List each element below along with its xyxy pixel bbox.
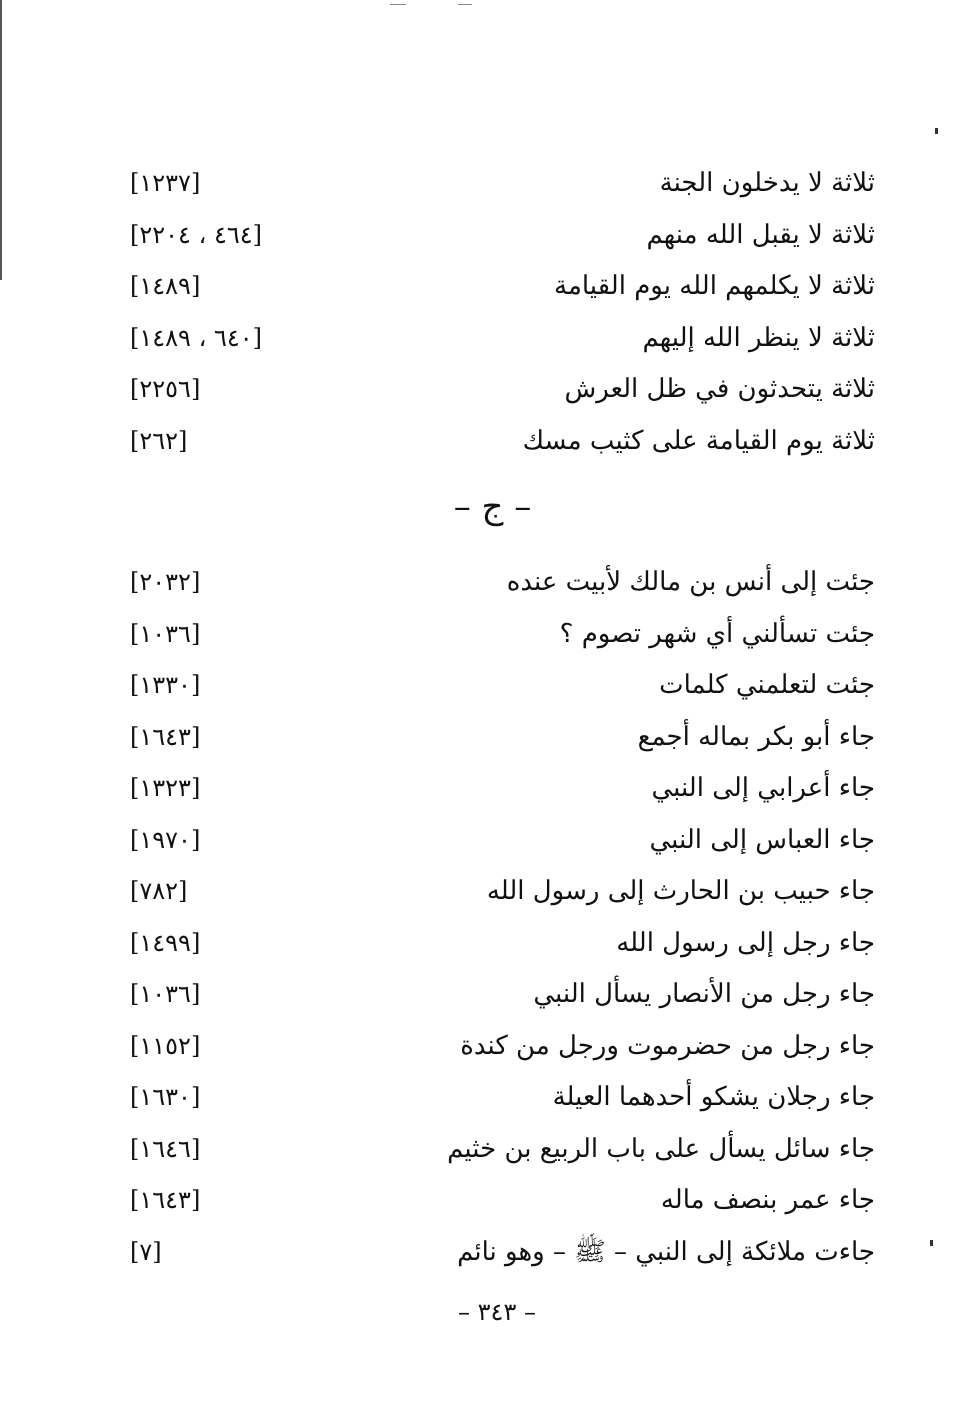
entry-text: جاء رجل من حضرموت ورجل من كندة xyxy=(460,1030,875,1061)
entry-ref: [١٦٤٣] xyxy=(130,1186,201,1214)
margin-mark xyxy=(930,1240,933,1246)
entry-ref: [١٦٣٠] xyxy=(130,1083,201,1111)
index-entry xyxy=(120,609,875,661)
entry-text: جاء أبو بكر بماله أجمع xyxy=(637,721,875,752)
index-entry xyxy=(120,763,875,815)
index-entries xyxy=(120,158,875,1278)
index-entry xyxy=(120,815,875,867)
entry-ref: [٧٨٢] xyxy=(130,877,188,905)
section-letter: – ج – xyxy=(453,487,532,527)
entry-ref: [١٦٤٣] xyxy=(130,722,201,751)
section-heading xyxy=(120,467,875,557)
index-entry xyxy=(120,364,875,416)
entry-text: ثلاثة يوم القيامة على كثيب مسك xyxy=(522,425,875,456)
index-entry xyxy=(120,866,875,918)
index-entry xyxy=(120,1227,875,1279)
entry-ref: [٢٠٣٢] xyxy=(130,568,201,596)
entry-ref: [١٠٣٦] xyxy=(130,980,201,1008)
entry-ref: [١٢٣٧] xyxy=(130,169,201,197)
page-number: – ٣٤٣ – xyxy=(458,1298,536,1326)
entry-text: جاء عمر بنصف ماله xyxy=(660,1185,875,1215)
entry-ref: [٧] xyxy=(130,1237,162,1266)
index-entry xyxy=(120,158,875,210)
index-entry xyxy=(120,210,875,262)
entry-text: ثلاثة لا يدخلون الجنة xyxy=(659,168,875,198)
entry-text: جئت تسألني أي شهر تصوم ؟ xyxy=(559,618,875,649)
index-entry xyxy=(120,416,875,468)
entry-text: ثلاثة لا يقبل الله منهم xyxy=(646,219,875,250)
index-entry xyxy=(120,1072,875,1124)
entry-text: ثلاثة لا ينظر الله إليهم xyxy=(642,322,875,353)
entry-ref: [٦٤٠ ، ١٤٨٩] xyxy=(130,323,262,352)
entry-text: جئت لتعلمني كلمات xyxy=(659,670,875,700)
entry-ref: [١٣٣٠] xyxy=(130,671,201,699)
entry-text: جاءت ملائكة إلى النبي – ﷺ – وهو نائم xyxy=(457,1236,875,1267)
index-entry xyxy=(120,557,875,609)
entry-ref: [١٣٢٣] xyxy=(130,774,201,802)
page-edge-line xyxy=(0,0,2,280)
entry-ref: [١٦٤٦] xyxy=(130,1134,201,1163)
entry-text: جئت إلى أنس بن مالك لأبيت عنده xyxy=(506,567,875,597)
entry-ref: [٢٢٥٦] xyxy=(130,375,201,403)
entry-text: جاء أعرابي إلى النبي xyxy=(651,773,875,803)
entry-text: جاء رجل من الأنصار يسأل النبي xyxy=(533,979,875,1009)
index-entry xyxy=(120,1175,875,1227)
index-entry xyxy=(120,1124,875,1176)
entry-text: جاء سائل يسأل على باب الربيع بن خثيم xyxy=(447,1133,875,1164)
entry-text: ثلاثة لا يكلمهم الله يوم القيامة xyxy=(554,271,875,301)
top-marks xyxy=(380,4,480,8)
index-entry xyxy=(120,712,875,764)
entry-ref: [١٠٣٦] xyxy=(130,619,201,648)
entry-ref: [١٩٧٠] xyxy=(130,825,201,854)
entry-ref: [٤٦٤ ، ٢٢٠٤] xyxy=(130,220,262,249)
index-entry xyxy=(120,660,875,712)
margin-mark xyxy=(935,128,938,134)
entry-ref: [١٤٨٩] xyxy=(130,272,201,300)
index-entry xyxy=(120,918,875,970)
entry-ref: [٢٦٢] xyxy=(130,426,188,455)
entry-text: جاء حبيب بن الحارث إلى رسول الله xyxy=(486,876,875,906)
entry-text: جاء العباس إلى النبي xyxy=(649,824,875,855)
entry-text: جاء رجل إلى رسول الله xyxy=(616,927,875,958)
entry-text: ثلاثة يتحدثون في ظل العرش xyxy=(564,374,875,404)
entry-ref: [١١٥٢] xyxy=(130,1031,201,1060)
entry-text: جاء رجلان يشكو أحدهما العيلة xyxy=(552,1082,875,1112)
index-entry xyxy=(120,313,875,365)
index-entry xyxy=(120,261,875,313)
index-entry xyxy=(120,969,875,1021)
entry-ref: [١٤٩٩] xyxy=(130,928,201,957)
index-entry xyxy=(120,1021,875,1073)
